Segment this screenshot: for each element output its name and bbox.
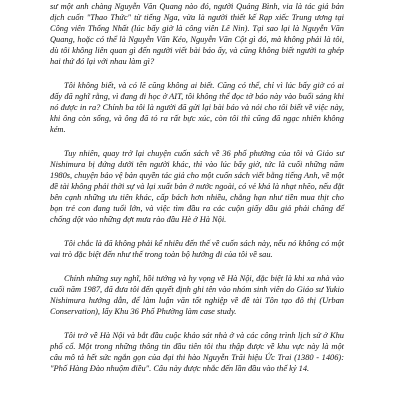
paragraph-5: Chính những suy nghĩ, hồi tưởng và hy vọng về Hà Nội, đặc biệt là khi xa nhà vào cuối năm 1987, đã đưa tôi đến quyết định ghi tên vào nhóm sinh viên do Giáo sư Yukio Nishimura hướng dẫn, để làm luận văn tốt nghiệp về đề tài Tôn tạo đô thị (Urban Conservation), lấy Khu 36 Phố Phường làm case study. xyxy=(50,274,344,316)
paragraph-2: Tôi không biết, và có lẽ cũng không ai biết. Cũng có thể, chỉ vì lúc bấy giờ có ai đấy đã nghĩ rằng, vì đang đi học ở AIT, tôi không thể đọc tờ báo này vào buổi sáng khi nó được in ra? Chính ba tôi là người đã gửi lại bài báo và nói cho tôi biết về việc này, khi ông còn sống, và ông đã tỏ ra rất bực xúc, còn tôi thì cũng đã ngạc nhiên không kém. xyxy=(50,81,344,134)
paragraph-6: Tôi trở về Hà Nội và bắt đầu cuộc khảo sát nhà ở và các công trình lịch sử ở Khu phố cổ. Một trong những thông tin đầu tiên tôi thu thập được về khu vực này là một câu mô tả hết sức ngắn gọn của đại thi hào Nguyễn Trãi hiệu Ức Trai (1380 - 1406): "Phố Hàng Đào nhuộm điều". Câu này được nhắc đến lần đầu vào thế kỷ 14. xyxy=(50,331,344,373)
paragraph-gap xyxy=(50,317,344,330)
paragraph-gap xyxy=(50,225,344,238)
paragraph-4: Tôi chắc là đã không phải kể nhiều đến thế về cuốn sách này, nếu nó không có một vai trò đặc biệt đến như thế trong toàn bộ hướng đi của tôi về sau. xyxy=(50,239,344,259)
paragraph-gap xyxy=(50,67,344,80)
paragraph-1: sư một anh chàng Nguyễn Văn Quang nào đó, người Quảng Bình, via là tác giả bản dịch cuốn "Thao Thức" từ tiếng Nga, vừa là người thiết kế Rạp xiếc Trung ương tại Công viên Thống Nhất (lúc bấy giờ là công viên Lê Nin). Tại sao lại là Nguyễn Văn Quang, hoặc có thể là Nguyễn Văn Kéo, Nguyễn Văn Cột gì đó, mà không phải là tôi, dù tôi không liên quan gì đến người viết bài báo ấy, và cũng không biết người ta ghép hai thứ đó lại với nhau làm gì? xyxy=(50,2,344,66)
paragraph-gap xyxy=(50,260,344,273)
document-page xyxy=(0,1,400,401)
paragraph-gap xyxy=(50,135,344,148)
paragraph-3: Tuy nhiên, quay trở lại chuyện cuốn sách về 36 phố phường của tôi và Giáo sư Nishimura bị đứng dưới tên người khác, thì vào lúc bấy giờ, tức là cuối những năm 1980s, chuyện bảo vệ bản quyền tác giả cho một cuốn sách viết bằng tiếng Anh, về một đề tài không phải thời sự và lại xuất bản ở nước ngoài, có vẻ khá là nhạt nhẽo, nếu đặt bên cạnh những ưu tiên khác, cấp bách hơn nhiều, chẳng hạn như tiền mua thịt cho bọn trẻ con đang tuổi lớn, và việc tìm đầu ra các cuộn giấy dầu giả phải chăng để chống dột vào những đợt mưa rào đầu Hè ở Hà Nội. xyxy=(50,149,344,224)
